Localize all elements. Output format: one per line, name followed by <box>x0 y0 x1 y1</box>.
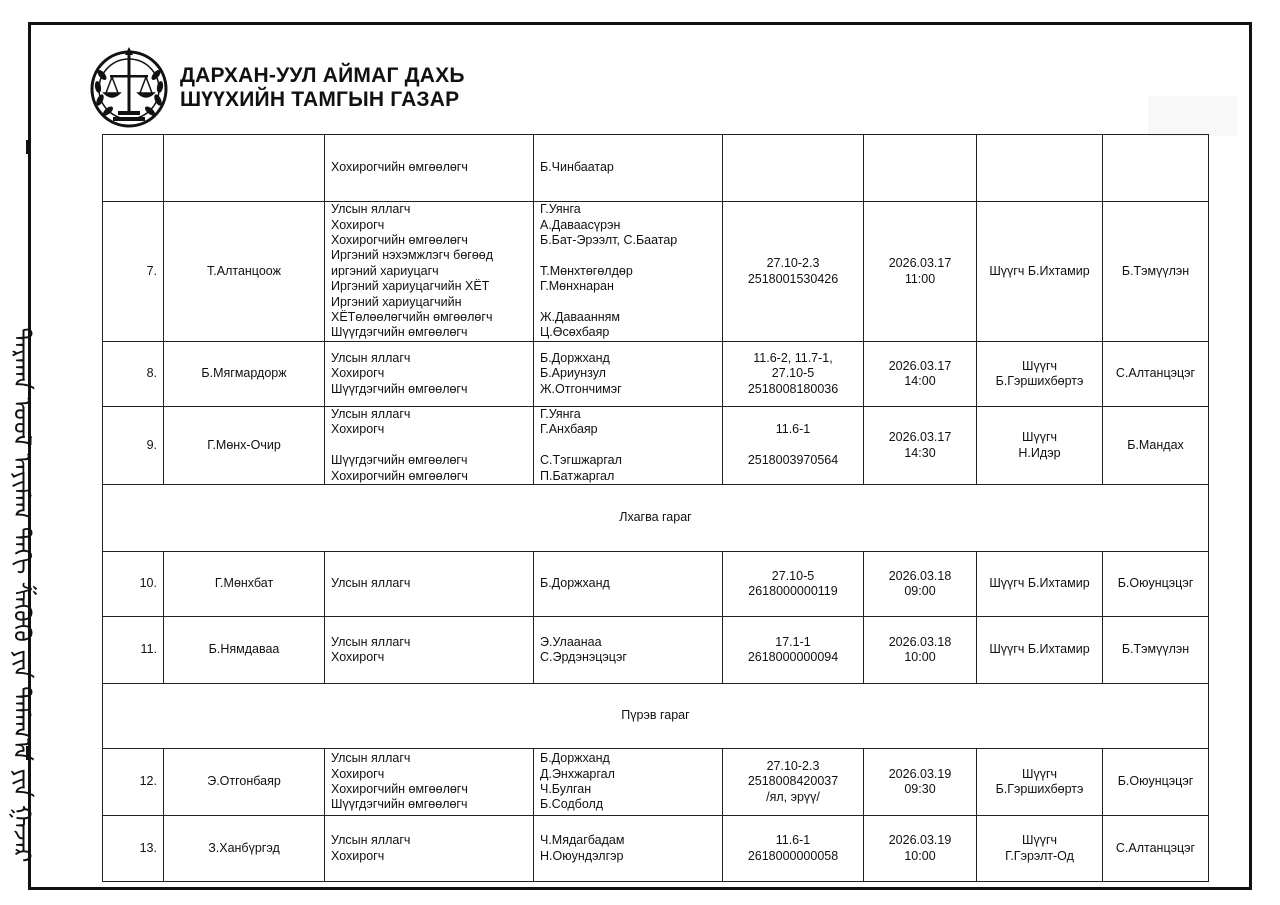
participant-roles-line: Улсын яллагч <box>331 751 411 766</box>
participant-roles-line: Шүүгдэгчийн өмгөөлөгч <box>331 325 468 340</box>
presiding-judge <box>977 552 1103 617</box>
court-clerk: Б.Мандах <box>1103 407 1209 485</box>
participant-names-line: Б.Доржханд <box>540 350 610 365</box>
hearing-datetime-line: 2026.03.17 <box>888 256 952 271</box>
participant-roles-line: Хохирогч <box>331 766 385 781</box>
hearing-datetime-line: 14:00 <box>904 374 936 388</box>
hearing-datetime <box>864 342 977 407</box>
participant-names-line: С.Тэгшжаргал <box>540 453 622 468</box>
participant-roles-line: Хохирогч <box>331 848 385 863</box>
participant-names-line: Г.Уянга <box>540 407 581 421</box>
article-and-case-id-line: /ял, эрүү/ <box>766 789 820 804</box>
participant-names-line <box>540 295 716 310</box>
participant-roles-line: ХЁТөлөөлөгчийн өмгөөлөгч <box>331 310 493 325</box>
participant-roles <box>325 816 534 882</box>
hearing-datetime-line: 2026.03.18 <box>888 634 952 649</box>
participant-names-line: С.Эрдэнэцэцэг <box>540 650 627 665</box>
participant-names-line: Ж.Отгончимэг <box>540 381 622 396</box>
participant-roles-line: Шүүгдэгчийн өмгөөлөгч <box>331 797 468 812</box>
hearing-datetime-line: 2026.03.18 <box>888 568 952 583</box>
participant-roles-line: Улсын яллагч <box>331 202 411 217</box>
court-clerk: С.Алтанцэцэг <box>1103 816 1209 882</box>
participant-roles-line: Хохирогч <box>331 366 385 381</box>
table-row <box>103 342 1209 407</box>
defendant-name: Э.Отгонбаяр <box>164 749 325 816</box>
article-and-case-id <box>723 552 864 617</box>
court-clerk: С.Алтанцэцэг <box>1103 342 1209 407</box>
table-row <box>103 552 1209 617</box>
article-and-case-id-line: 2518003970564 <box>747 453 839 468</box>
presiding-judge-line: Шүүгч <box>1021 358 1058 373</box>
participant-names-line: Б.Содболд <box>540 797 604 812</box>
participant-names-line: Ч.Булган <box>540 782 592 797</box>
court-emblem-icon <box>88 45 170 131</box>
defendant-name: Г.Мөнх-Очир <box>164 407 325 485</box>
hearing-datetime-line: 2026.03.19 <box>888 766 952 781</box>
hearing-schedule-table <box>102 134 1209 882</box>
day-separator-row <box>103 684 1209 749</box>
article-and-case-id-line: 2518001530426 <box>747 271 839 286</box>
participant-roles <box>325 552 534 617</box>
participant-roles-line: Улсын яллагч <box>331 350 411 365</box>
article-and-case-id <box>723 202 864 342</box>
participant-roles-line: Иргэний хариуцагчийн ХЁТ <box>331 279 490 294</box>
presiding-judge-line: Б.Гэршихбөртэ <box>995 782 1084 797</box>
participant-roles-line: Хохирогчийн өмгөөлөгч <box>331 468 468 483</box>
participant-roles-line: Улсын яллагч <box>331 407 411 421</box>
court-clerk: Б.Тэмүүлэн <box>1103 617 1209 684</box>
case-number: 8. <box>103 342 164 407</box>
article-and-case-id-line: 2618000000094 <box>747 650 839 665</box>
presiding-judge-line: Шүүгч Б.Ихтамир <box>989 642 1090 657</box>
case-number: 11. <box>103 617 164 684</box>
participant-names <box>534 135 723 202</box>
defendant-name: Б.Мягмардорж <box>164 342 325 407</box>
participant-roles-line: Хохирогч <box>331 217 385 232</box>
presiding-judge-line: Шүүгч Б.Ихтамир <box>989 576 1090 591</box>
hearing-datetime-line: 2026.03.17 <box>888 358 952 373</box>
participant-roles-line: Хохирогч <box>331 422 385 437</box>
table-row <box>103 407 1209 485</box>
defendant-name: З.Ханбүргэд <box>164 816 325 882</box>
participant-names-line: Б.Ариунзул <box>540 366 606 381</box>
article-and-case-id-line: 27.10-5 <box>771 568 815 583</box>
hearing-datetime <box>864 617 977 684</box>
participant-names-line: Г.Уянга <box>540 202 581 217</box>
participant-names-line: Ц.Өсөхбаяр <box>540 325 610 340</box>
article-and-case-id <box>723 135 864 202</box>
article-and-case-id-line: 11.6-2, 11.7-1, <box>753 350 833 365</box>
participant-roles-line: Иргэний хариуцагчийн <box>331 294 462 309</box>
participant-names-line: Б.Доржханд <box>540 576 610 591</box>
hearing-datetime <box>864 552 977 617</box>
hearing-datetime-line: 10:00 <box>904 848 936 863</box>
hearing-datetime <box>864 135 977 202</box>
participant-names-line: Д.Энхжаргал <box>540 766 615 781</box>
participant-names-line: Ч.Мядагбадам <box>540 833 625 848</box>
participant-names <box>534 342 723 407</box>
participant-roles-line: Улсын яллагч <box>331 833 411 848</box>
court-title-line2: ШҮҮХИЙН ТАМГЫН ГАЗАР <box>180 88 460 111</box>
participant-names <box>534 749 723 816</box>
case-number: 7. <box>103 202 164 342</box>
court-clerk: Б.Тэмүүлэн <box>1103 202 1209 342</box>
participant-roles-line: Иргэний нэхэмжлэгч бөгөөд <box>331 248 494 263</box>
mongol-script-title: ᠳᠠᠷᠬᠠᠨ ᠤᠤᠯ ᠠᠶᠢᠮᠠᠭ ᠳᠠᠬᠢ ᠱᠡᠭᠦᠬᠦ ᠶᠢᠨ ᠲᠠᠮᠠᠭ᠎ᠠ ᠶᠢᠨ ᠭᠠᠵᠠᠷ <box>8 327 36 863</box>
hearing-datetime-line: 10:00 <box>904 650 936 665</box>
participant-roles-line: Улсын яллагч <box>331 634 411 649</box>
article-and-case-id-line: 2518008420037 <box>747 774 839 789</box>
participant-names-line <box>540 248 716 263</box>
participant-roles-line: Хохирогч <box>331 650 385 665</box>
participant-names <box>534 552 723 617</box>
court-title-line1: ДАРХАН-УУЛ АЙМАГ ДАХЬ <box>180 64 465 87</box>
case-number: 9. <box>103 407 164 485</box>
participant-roles-line: Хохирогчийн өмгөөлөгч <box>331 160 468 175</box>
table-row <box>103 617 1209 684</box>
presiding-judge-line: Шүүгч <box>1021 430 1058 445</box>
case-number <box>103 135 164 202</box>
participant-roles-line <box>331 438 527 453</box>
participant-names-line: Н.Оюундэлгэр <box>540 848 624 863</box>
article-and-case-id <box>723 816 864 882</box>
presiding-judge-line: Н.Идэр <box>1018 445 1061 460</box>
participant-roles <box>325 342 534 407</box>
article-and-case-id-line: 27.10-2.3 <box>766 256 820 271</box>
participant-names-line: Э.Улаанаа <box>540 634 602 649</box>
hearing-datetime <box>864 749 977 816</box>
day-separator-row <box>103 485 1209 552</box>
participant-roles <box>325 749 534 816</box>
defendant-name: Т.Алтанцоож <box>164 202 325 342</box>
hearing-datetime-line: 2026.03.19 <box>888 833 952 848</box>
participant-names-line: Г.Мөнхнаран <box>540 279 614 294</box>
presiding-judge-line: Шүүгч <box>1021 766 1058 781</box>
participant-names <box>534 617 723 684</box>
presiding-judge <box>977 749 1103 816</box>
article-and-case-id-line: 27.10-2.3 <box>766 758 820 773</box>
court-clerk <box>1103 135 1209 202</box>
participant-names <box>534 202 723 342</box>
article-and-case-id-line: 11.6-1 <box>775 833 811 848</box>
participant-names-line: Ж.Даваанням <box>540 310 621 324</box>
article-and-case-id-line: 2618000000119 <box>748 584 838 599</box>
article-and-case-id-line <box>729 438 857 453</box>
table-row <box>103 135 1209 202</box>
participant-roles <box>325 407 534 485</box>
presiding-judge-line: Б.Гэршихбөртэ <box>995 374 1084 388</box>
participant-names-line: Б.Бат-Эрээлт, С.Баатар <box>540 233 678 247</box>
article-and-case-id-line: 17.1-1 <box>775 634 811 649</box>
participant-names <box>534 407 723 485</box>
participant-roles-line: иргэний хариуцагч <box>331 263 439 278</box>
court-clerk: Б.Оюунцэцэг <box>1103 749 1209 816</box>
participant-roles-line: Улсын яллагч <box>331 576 411 591</box>
hearing-datetime <box>864 816 977 882</box>
presiding-judge-line: Шүүгч Б.Ихтамир <box>989 263 1090 278</box>
article-and-case-id <box>723 617 864 684</box>
presiding-judge-line: Шүүгч <box>1021 833 1058 848</box>
hearing-datetime-line: 11:00 <box>904 271 936 286</box>
participant-roles <box>325 202 534 342</box>
participant-names <box>534 816 723 882</box>
presiding-judge <box>977 342 1103 407</box>
table-row <box>103 749 1209 816</box>
presiding-judge <box>977 816 1103 882</box>
mongol-script-margin <box>0 140 54 863</box>
court-clerk: Б.Оюунцэцэг <box>1103 552 1209 617</box>
article-and-case-id <box>723 749 864 816</box>
participant-names-line: Т.Мөнхтөгөлдөр <box>540 263 633 278</box>
hearing-datetime-line: 09:30 <box>904 782 936 797</box>
presiding-judge-line: Г.Гэрэлт-Од <box>1005 848 1074 863</box>
table-row <box>103 816 1209 882</box>
hearing-datetime-line: 09:00 <box>904 584 936 599</box>
article-and-case-id <box>723 342 864 407</box>
presiding-judge <box>977 202 1103 342</box>
hearing-datetime-line: 14:30 <box>904 445 936 460</box>
participant-roles-line: Шүүгдэгчийн өмгөөлөгч <box>331 453 468 468</box>
hearing-datetime <box>864 202 977 342</box>
participant-roles-line: Хохирогчийн өмгөөлөгч <box>331 782 468 797</box>
article-and-case-id-line: 11.6-1 <box>775 422 811 437</box>
participant-roles-line: Хохирогчийн өмгөөлөгч <box>331 232 468 247</box>
scan-smudge <box>1148 96 1238 136</box>
participant-names-line: Б.Чинбаатар <box>540 160 614 175</box>
case-number: 10. <box>103 552 164 617</box>
day-label: Лхагва гараг <box>103 485 1209 552</box>
presiding-judge <box>977 407 1103 485</box>
day-label: Пүрэв гараг <box>103 684 1209 749</box>
defendant-name: Б.Нямдаваа <box>164 617 325 684</box>
table-row <box>103 202 1209 342</box>
article-and-case-id-line: 2618000000058 <box>747 848 839 863</box>
article-and-case-id <box>723 407 864 485</box>
defendant-name: Г.Мөнхбат <box>164 552 325 617</box>
participant-roles-line: Шүүгдэгчийн өмгөөлөгч <box>331 381 468 396</box>
article-and-case-id-line: 27.10-5 <box>771 366 815 381</box>
participant-names-line: Г.Анхбаяр <box>540 422 598 437</box>
case-number: 12. <box>103 749 164 816</box>
hearing-datetime-line: 2026.03.17 <box>888 430 952 445</box>
participant-names-line: А.Даваасүрэн <box>540 217 621 232</box>
court-title <box>180 64 465 112</box>
participant-roles <box>325 135 534 202</box>
hearing-datetime <box>864 407 977 485</box>
defendant-name <box>164 135 325 202</box>
participant-roles <box>325 617 534 684</box>
presiding-judge <box>977 135 1103 202</box>
presiding-judge <box>977 617 1103 684</box>
participant-names-line: П.Батжаргал <box>540 468 615 483</box>
case-number: 13. <box>103 816 164 882</box>
article-and-case-id-line: 2518008180036 <box>747 381 839 396</box>
participant-names-line <box>540 438 716 453</box>
participant-names-line: Б.Доржханд <box>540 751 610 766</box>
